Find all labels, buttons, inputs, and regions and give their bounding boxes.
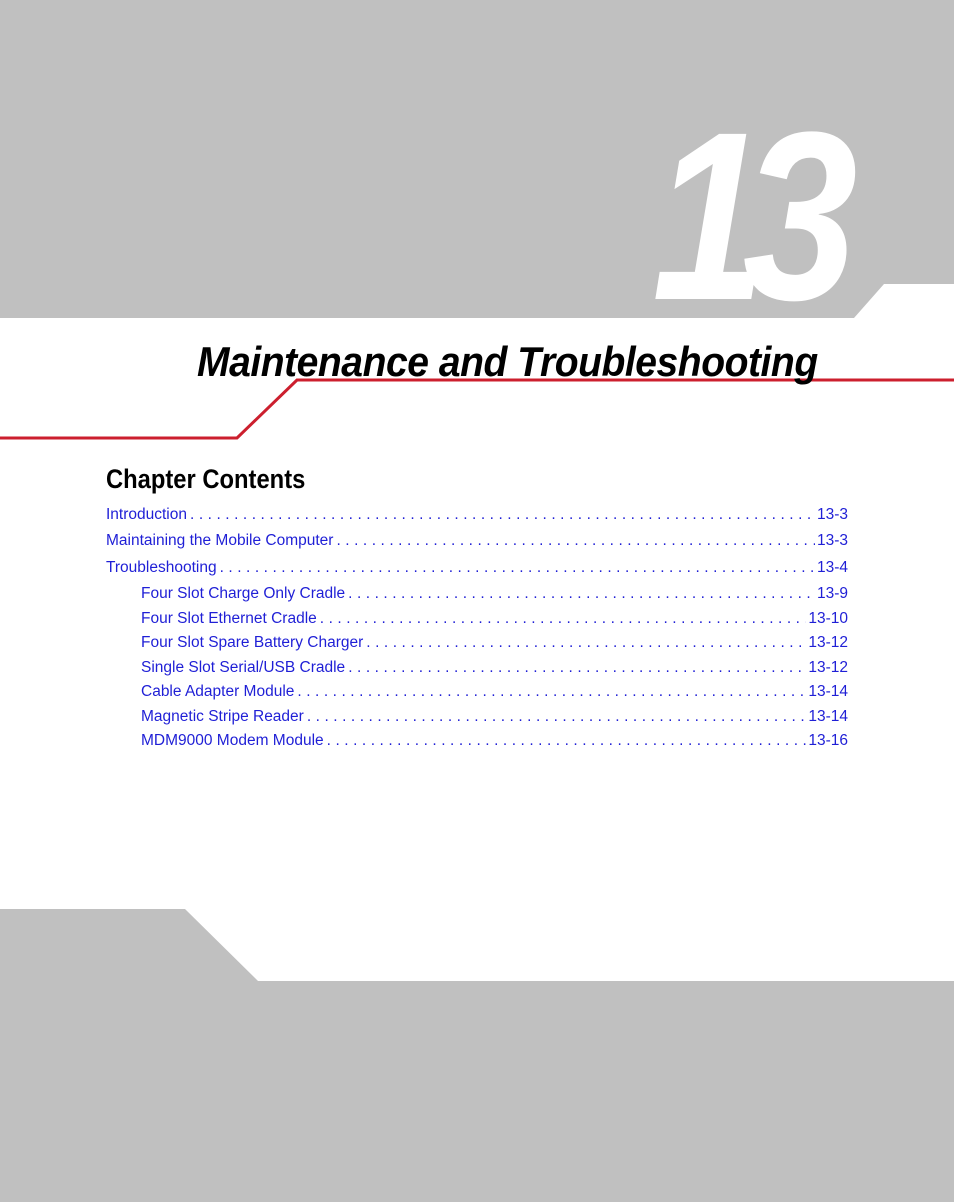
toc-leader-dots	[317, 608, 807, 630]
toc-entry-page: 13-9	[816, 585, 848, 602]
toc-entry-maintaining[interactable]	[106, 530, 848, 552]
toc-entry-label: Single Slot Serial/USB Cradle	[141, 659, 346, 676]
toc-entry-magnetic-stripe[interactable]	[141, 706, 848, 728]
toc-leader-dots	[294, 681, 806, 703]
toc-entry-modem-module[interactable]	[141, 730, 848, 752]
toc-entry-label: Troubleshooting	[106, 559, 217, 576]
toc-entry-page: 13-14	[808, 708, 848, 725]
toc-leader-dots	[363, 632, 806, 654]
toc-entry-page: 13-3	[816, 506, 848, 523]
toc-entry-page: 13-16	[808, 732, 848, 749]
toc-entry-cable-adapter[interactable]	[141, 681, 848, 703]
toc-entry-four-slot-charge[interactable]	[141, 583, 848, 605]
toc-leader-dots	[324, 730, 807, 752]
toc-entry-label: Introduction	[106, 506, 187, 523]
chapter-number: 13	[652, 82, 834, 350]
chapter-title: Maintenance and Troubleshooting	[197, 338, 818, 385]
toc-entry-label: Four Slot Ethernet Cradle	[141, 610, 317, 627]
toc-leader-dots	[345, 657, 806, 679]
toc-entry-page: 13-10	[808, 610, 848, 627]
toc-leader-dots	[217, 557, 815, 579]
toc-leader-dots	[345, 583, 815, 605]
toc-entry-label: Four Slot Spare Battery Charger	[141, 634, 364, 651]
toc-leader-dots	[333, 530, 815, 552]
toc-leader-dots	[187, 504, 815, 526]
contents-heading: Chapter Contents	[106, 464, 306, 494]
toc-entry-page: 13-12	[808, 634, 848, 651]
toc-leader-dots	[304, 706, 807, 728]
toc-entry-label: Cable Adapter Module	[141, 683, 295, 700]
toc-entry-introduction[interactable]	[106, 504, 848, 526]
toc-entry-label: Magnetic Stripe Reader	[141, 708, 304, 725]
toc-entry-page: 13-12	[808, 659, 848, 676]
toc-entry-label: Maintaining the Mobile Computer	[106, 532, 334, 549]
toc-entry-page: 13-14	[808, 683, 848, 700]
toc-entry-single-slot[interactable]	[141, 657, 848, 679]
toc-entry-page: 13-3	[816, 532, 848, 549]
toc-entry-troubleshooting[interactable]	[106, 557, 848, 579]
toc-entry-four-slot-battery[interactable]	[141, 632, 848, 654]
toc-entry-label: MDM9000 Modem Module	[141, 732, 324, 749]
toc-entry-four-slot-ethernet[interactable]	[141, 608, 848, 630]
toc-entry-page: 13-4	[816, 559, 848, 576]
toc-entry-label: Four Slot Charge Only Cradle	[141, 585, 346, 602]
